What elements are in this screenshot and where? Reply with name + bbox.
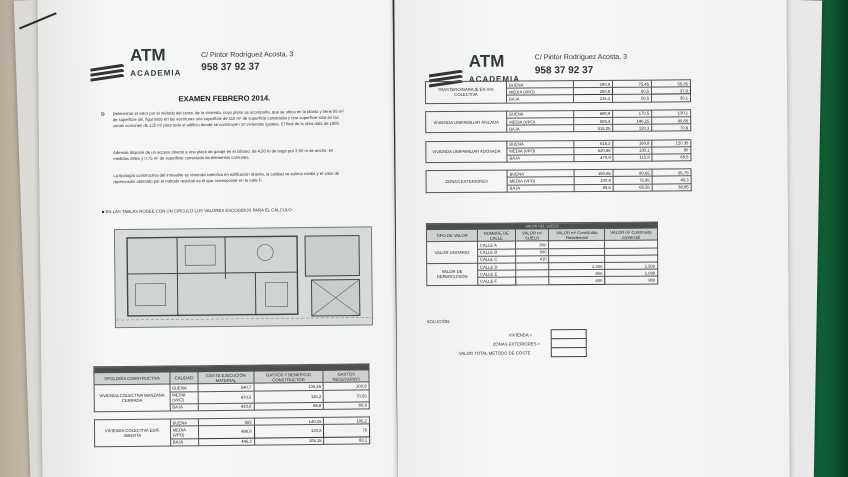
cell: 115,2 <box>254 390 324 403</box>
cell: 50,5 <box>613 94 652 101</box>
cell: 800 <box>515 241 549 248</box>
instruction-text: EN LAS TABLAS RODEE CON UN CIRCULO LOS VALORES ESCOGIDOS PARA EL CÁLCULO: <box>105 207 293 215</box>
cell: 215,1 <box>574 95 613 102</box>
col-valor-suelo: VALOR m² SUELO <box>515 229 549 241</box>
cell: 1.200 <box>549 262 605 270</box>
circled-cell: CALLE F <box>478 277 516 284</box>
cell: 1.500 <box>605 262 658 270</box>
cell: CALLE D <box>477 263 515 270</box>
group-label: VALOR UNITARIO <box>427 242 478 264</box>
cell: MEDIA (VPO) <box>506 88 573 96</box>
question-text-3: La tipología constructiva del inmueble es vivienda colectiva en edificación abierta, la calidad se estima media y el valor de repercusión obtenido por el método residual es el que corresponde en la calle F. <box>113 170 340 185</box>
cell: 470,5 <box>198 391 254 404</box>
cell: 565 <box>199 418 255 426</box>
col-coste: COSTE EJECUCIÓN MATERIAL <box>198 371 254 384</box>
instruction: ■ EN LAS TABLAS RODEE CON UN CIRCULO LOS VALORES ESCOGIDOS PARA EL CÁLCULO: <box>101 207 293 215</box>
exam-page-right <box>394 0 789 477</box>
circled-cell: 490,8 <box>199 425 255 438</box>
cell: 130,1 <box>652 110 691 117</box>
col-gastos-necesarios: GASTOS NECESARIOS <box>323 370 369 383</box>
cell: 75,45 <box>613 80 652 87</box>
cell: MEDIA (VPO) <box>170 391 199 403</box>
cell: 98,8 <box>254 402 324 410</box>
address: C/ Pintor Rodríguez Acosta, 3 <box>534 53 627 62</box>
question-number: 1) <box>100 111 105 117</box>
cell: BUENA <box>507 170 574 178</box>
cell: 420,8 <box>198 403 254 411</box>
cell: 680,9 <box>574 110 613 117</box>
phone: 958 37 92 37 <box>534 64 594 77</box>
cell: MEDIA (VPO) <box>507 118 574 126</box>
cell: BUENA <box>170 384 199 391</box>
exam-page-left <box>37 0 397 477</box>
cell: BUENA <box>506 81 573 89</box>
floor-plan <box>114 226 373 328</box>
cell: 80 <box>652 146 691 153</box>
cell: 105,15 <box>254 437 324 445</box>
cell: 70,6 <box>652 124 691 131</box>
cell: BUENA <box>507 140 574 148</box>
cell: 520,65 <box>574 147 613 154</box>
cell: BUENA <box>170 419 199 426</box>
cell: 45,3 <box>652 176 691 183</box>
circled-cell: 600 <box>549 277 605 285</box>
col-nombre-calle: NOMBRE DE CALLE <box>477 229 515 241</box>
circled-cell: 120,8 <box>254 425 324 438</box>
cell: BAJA <box>507 125 574 133</box>
cell: 105,2 <box>324 417 370 425</box>
cell: 65,55 <box>613 184 652 191</box>
cell: CALLE C <box>477 256 515 263</box>
cell: 515,25 <box>574 124 613 131</box>
cell: 90,85 <box>652 117 691 124</box>
circled-cell: 37,9 <box>652 87 691 94</box>
cell: 65,5 <box>574 184 613 191</box>
solution-zonas-label: ZONAS EXTERIORES = <box>492 341 541 347</box>
construction-cost-table <box>93 363 370 447</box>
cost-table-continued <box>425 79 692 193</box>
cell <box>516 277 550 284</box>
logo-subtitle: ACADEMIA <box>468 74 521 84</box>
cell: BAJA <box>507 184 574 192</box>
cell: 800 <box>605 276 658 284</box>
solution-total-box <box>551 347 587 357</box>
cell: 38,95 <box>652 183 691 190</box>
col-tipologia: TIPOLOGÍA CONSTRUCTIVA <box>94 372 170 385</box>
cell: 120,3 <box>613 124 652 131</box>
exam-title: EXAMEN FEBRERO 2014. <box>178 93 271 104</box>
cell: 160,8 <box>613 140 652 147</box>
cell: MEDIA (VPO) <box>170 426 199 438</box>
group-label: VIVIENDA COLECTIVA EDIF. ABIERTA <box>94 419 170 446</box>
cell: 800 <box>549 270 605 278</box>
cell: 60,1 <box>324 436 370 444</box>
cell: 30,1 <box>652 94 691 101</box>
solution-vivienda-label: VIVIENDA = <box>508 332 533 338</box>
address: C/ Pintor Rodríguez Acosta, 3 <box>201 51 294 60</box>
cell: 615,2 <box>574 140 613 147</box>
solution-label: SOLUCIÓN: <box>426 318 451 325</box>
cell: 65,75 <box>652 169 691 176</box>
cell: 70,55 <box>324 389 370 402</box>
land-value-table <box>426 222 658 286</box>
cell: CALLE A <box>477 241 515 248</box>
land-table-title: VALOR DEL SUELO <box>426 222 657 230</box>
cell: 140,25 <box>254 418 324 426</box>
cell: CALLE B <box>477 249 515 256</box>
col-gastos-beneficio: GASTOS Y BENEFICIO CONSTRUCTOR <box>254 371 324 384</box>
floor-plan-drawing <box>115 227 372 327</box>
col-valor-comercial: VALOR m² Construido comercial <box>605 228 658 241</box>
logo-name: ATM <box>129 45 166 65</box>
cell: 150,65 <box>574 170 613 177</box>
cell: 290,9 <box>574 80 613 87</box>
cell: 500 <box>515 248 549 255</box>
group-label: VIVIENDA COLECTIVA MANZANA CERRADA <box>94 384 170 411</box>
cell: 135,45 <box>254 383 324 391</box>
group-label: ZONAS EXTERIORES <box>426 170 507 192</box>
cell: MEDIA (VPO) <box>507 177 574 185</box>
cell: MEDIA (VPO) <box>507 147 574 155</box>
group-label: VIVIENDA UNIFAMILIAR ADOSADA <box>426 141 507 163</box>
cell: 470,9 <box>574 154 613 161</box>
cell: 90,65 <box>613 169 652 176</box>
cell: BAJA <box>170 403 199 410</box>
cell: 115,9 <box>613 154 652 161</box>
logo-subtitle: ACADEMIA <box>130 68 182 78</box>
col-tipo-valor: TIPO DE VALOR <box>426 229 477 242</box>
cell: 100,9 <box>574 177 613 184</box>
cell: BAJA <box>507 95 574 103</box>
cell: BAJA <box>507 154 574 162</box>
cell: 585,4 <box>574 117 613 124</box>
cell: 1.000 <box>605 269 658 277</box>
cell: 170,5 <box>613 110 652 117</box>
logo-name: ATM <box>468 51 505 71</box>
cell: CALLE E <box>478 270 516 277</box>
cell: 60,9 <box>324 402 370 410</box>
question-text-2: Además dispone de un acceso directo a una plaza de garaje en el sótano, de 4,50 m de largo por 3,50 m de ancho; en medidas útiles y 0,75 m² de superficie construida de elementos comunes. <box>113 147 334 162</box>
cell: 68,5 <box>652 154 691 161</box>
group-label: VIVIENDA UNIFAMILIAR AISLADA <box>426 111 507 133</box>
cell: BAJA <box>170 438 199 445</box>
circled-cell: 75 <box>324 424 370 437</box>
cell: 130,1 <box>613 147 652 154</box>
cell: 55,35 <box>651 80 690 87</box>
cell: 410 <box>515 256 549 263</box>
cell: 445,2 <box>199 438 255 446</box>
logo-mark-icon <box>90 62 124 80</box>
cell: 60,5 <box>613 87 652 94</box>
atm-logo <box>90 46 181 80</box>
group-label: VALOR DE REPERCUSIÓN <box>427 263 478 285</box>
col-calidad: CALIDAD <box>170 372 199 384</box>
cell: 140,25 <box>613 117 652 124</box>
circled-cell: 250,8 <box>574 88 613 95</box>
phone: 958 37 92 37 <box>201 61 260 74</box>
group-label: TRASTERO/GARAJE EN VIV. COLECTIVA <box>425 81 506 103</box>
cell: 75,95 <box>613 177 652 184</box>
col-valor-residencial: VALOR m² Construido Residencial <box>549 229 605 242</box>
cell: BUENA <box>507 110 574 118</box>
cell: 540,7 <box>198 384 254 392</box>
cell: 120,35 <box>652 139 691 146</box>
question-text: Determinar el valor por el método del coste, de la vivienda, cuyo plano se acompaña, que se ubica en la planta y tiene 85 m² de superficie útil, figurando en las escrituras una superficie de 110 m² de superficie construida y una superficie total en las zonas comunes de 125 m² para todo el edificio donde se construyen 10 viviendas iguales. El final de la obra data de 1985. <box>112 108 344 129</box>
cell: 100,8 <box>324 382 370 390</box>
solution-total-label: VALOR TOTAL MÉTODO DE COSTE <box>458 350 531 356</box>
